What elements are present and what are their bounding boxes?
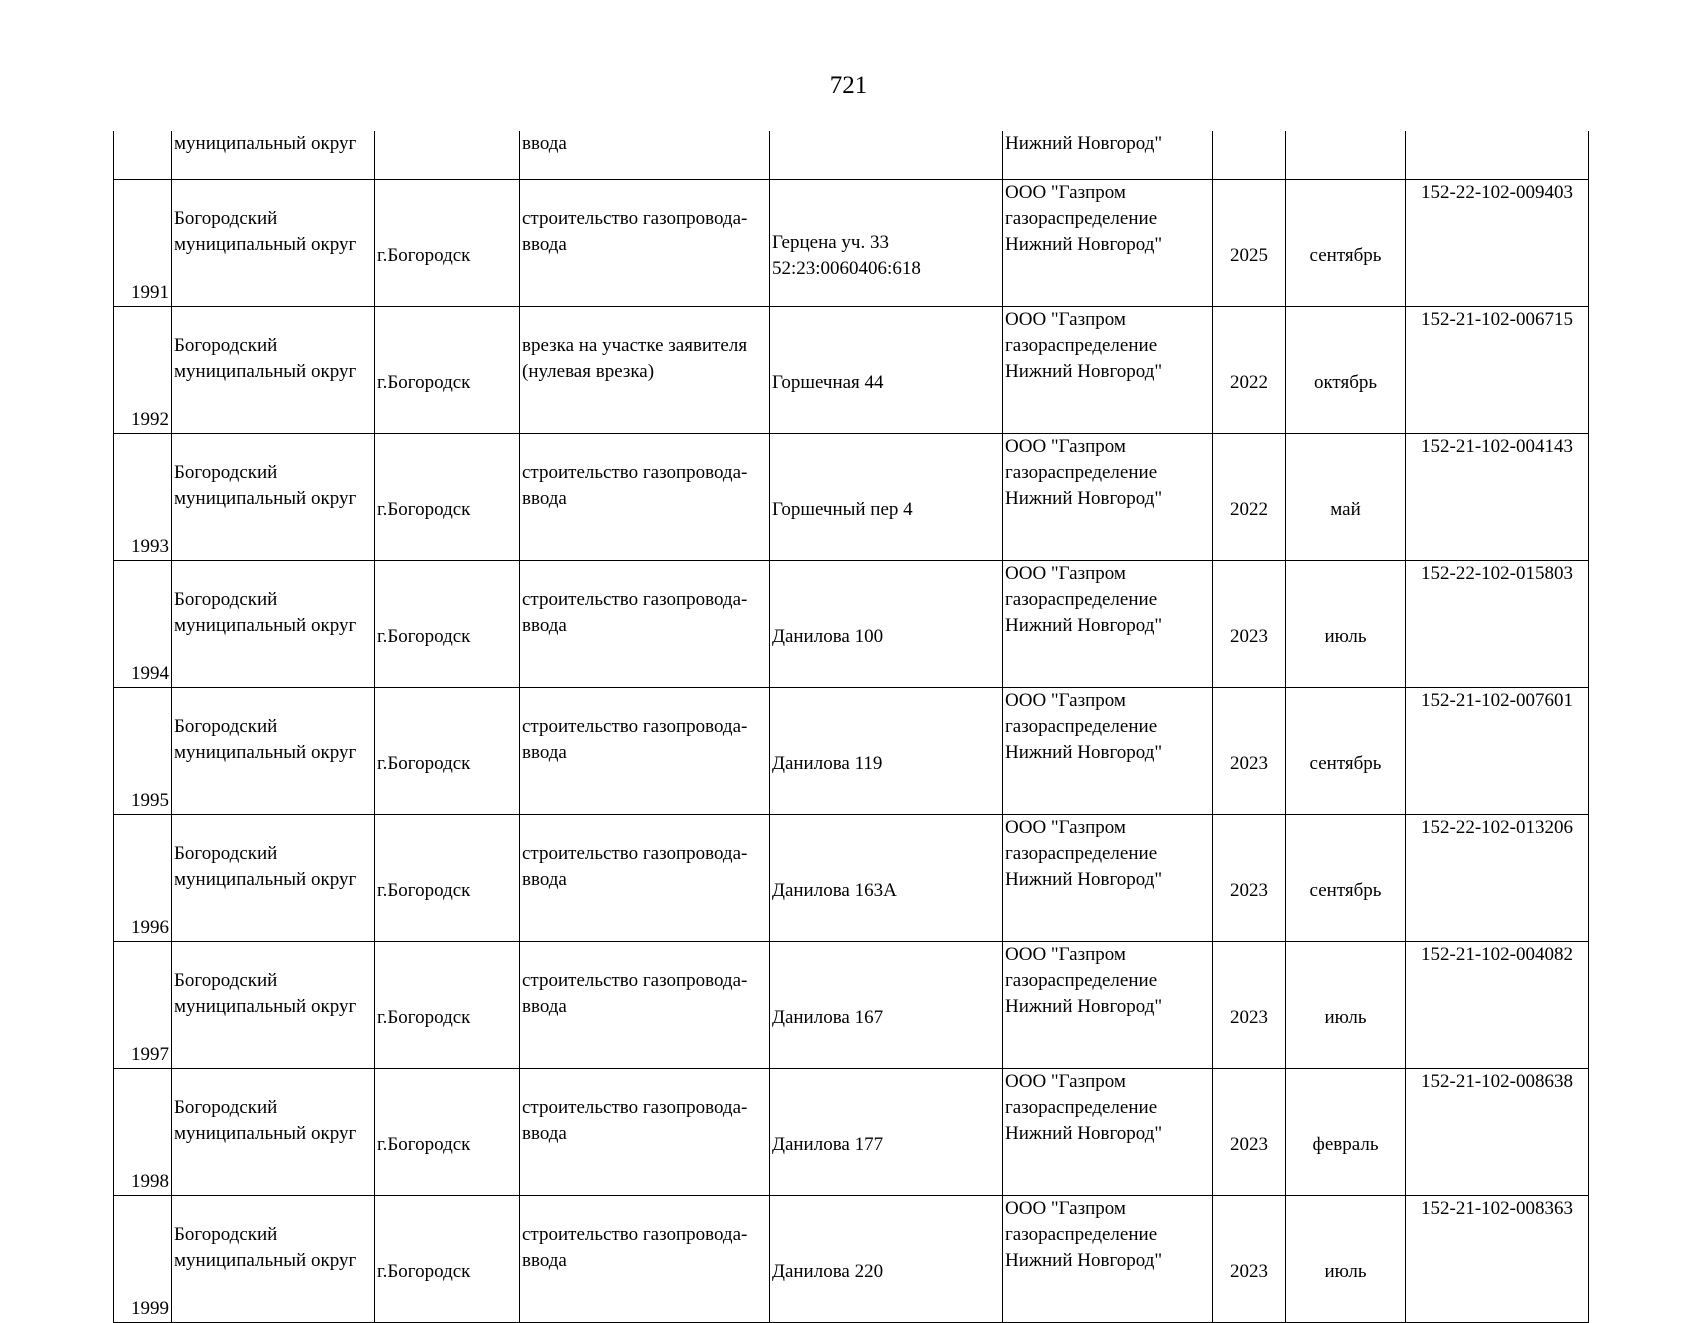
cell-work: строительство газопровода-ввода (520, 561, 770, 688)
cell-district: Богородский муниципальный округ (172, 561, 375, 688)
cell-address: Данилова 119 (770, 688, 1003, 815)
cell-org: ООО "Газпром газораспределение Нижний Новгород" (1003, 942, 1213, 1069)
cell-month: июль (1286, 561, 1406, 688)
cell-address: Данилова 100 (770, 561, 1003, 688)
cell-city: г.Богородск (375, 1196, 520, 1323)
cell-city: г.Богородск (375, 561, 520, 688)
cell-code: 152-21-102-008363 (1406, 1196, 1589, 1323)
cell-num: 1998 (114, 1069, 172, 1196)
cell-month: июль (1286, 1196, 1406, 1323)
cell-work: ввода (520, 131, 770, 180)
cell-address: Горшечная 44 (770, 307, 1003, 434)
cell-work: врезка на участке заявителя (нулевая врезка) (520, 307, 770, 434)
cell-district: Богородский муниципальный округ (172, 1196, 375, 1323)
cell-month (1286, 131, 1406, 180)
cell-code (1406, 131, 1589, 180)
continuation-row (114, 131, 1589, 180)
cell-num: 1994 (114, 561, 172, 688)
cell-year: 2023 (1213, 1069, 1286, 1196)
cell-work: строительство газопровода-ввода (520, 180, 770, 307)
cell-num: 1995 (114, 688, 172, 815)
table-row (114, 180, 1589, 307)
cell-code: 152-21-102-006715 (1406, 307, 1589, 434)
cell-num: 1992 (114, 307, 172, 434)
cell-address: Данилова 167 (770, 942, 1003, 1069)
cell-num: 1996 (114, 815, 172, 942)
cell-district: муниципальный округ (172, 131, 375, 180)
cell-district: Богородский муниципальный округ (172, 307, 375, 434)
cell-district: Богородский муниципальный округ (172, 180, 375, 307)
cell-num: 1997 (114, 942, 172, 1069)
cell-month: февраль (1286, 1069, 1406, 1196)
table-row (114, 1196, 1589, 1323)
cell-org: ООО "Газпром газораспределение Нижний Новгород" (1003, 1069, 1213, 1196)
cell-month: октябрь (1286, 307, 1406, 434)
cell-month: сентябрь (1286, 815, 1406, 942)
cell-district: Богородский муниципальный округ (172, 942, 375, 1069)
cell-city (375, 131, 520, 180)
cell-code: 152-22-102-013206 (1406, 815, 1589, 942)
cell-city: г.Богородск (375, 434, 520, 561)
cell-num: 1991 (114, 180, 172, 307)
cell-month: июль (1286, 942, 1406, 1069)
cell-code: 152-21-102-004082 (1406, 942, 1589, 1069)
cell-month: сентябрь (1286, 180, 1406, 307)
cell-district: Богородский муниципальный округ (172, 688, 375, 815)
table-row (114, 815, 1589, 942)
cell-year: 2023 (1213, 942, 1286, 1069)
cell-code: 152-21-102-004143 (1406, 434, 1589, 561)
cell-year: 2025 (1213, 180, 1286, 307)
cell-org: Нижний Новгород" (1003, 131, 1213, 180)
cell-district: Богородский муниципальный округ (172, 1069, 375, 1196)
cell-address: Герцена уч. 33 52:23:0060406:618 (770, 180, 1003, 307)
cell-org: ООО "Газпром газораспределение Нижний Новгород" (1003, 561, 1213, 688)
cell-city: г.Богородск (375, 688, 520, 815)
cell-org: ООО "Газпром газораспределение Нижний Новгород" (1003, 307, 1213, 434)
cell-work: строительство газопровода-ввода (520, 815, 770, 942)
cell-code: 152-22-102-015803 (1406, 561, 1589, 688)
cell-work: строительство газопровода-ввода (520, 1069, 770, 1196)
registry-table (113, 131, 1589, 1323)
cell-city: г.Богородск (375, 942, 520, 1069)
table-row (114, 307, 1589, 434)
table-row (114, 561, 1589, 688)
table-row (114, 434, 1589, 561)
cell-city: г.Богородск (375, 1069, 520, 1196)
cell-num: 1999 (114, 1196, 172, 1323)
cell-work: строительство газопровода-ввода (520, 688, 770, 815)
table-row (114, 1069, 1589, 1196)
cell-year: 2022 (1213, 307, 1286, 434)
cell-district: Богородский муниципальный округ (172, 815, 375, 942)
table-body (114, 131, 1589, 1323)
cell-month: май (1286, 434, 1406, 561)
cell-address (770, 131, 1003, 180)
cell-org: ООО "Газпром газораспределение Нижний Новгород" (1003, 815, 1213, 942)
cell-address: Данилова 220 (770, 1196, 1003, 1323)
cell-org: ООО "Газпром газораспределение Нижний Новгород" (1003, 434, 1213, 561)
cell-city: г.Богородск (375, 180, 520, 307)
cell-year (1213, 131, 1286, 180)
cell-num: 1993 (114, 434, 172, 561)
cell-code: 152-22-102-009403 (1406, 180, 1589, 307)
cell-address: Данилова 177 (770, 1069, 1003, 1196)
cell-year: 2023 (1213, 815, 1286, 942)
cell-code: 152-21-102-008638 (1406, 1069, 1589, 1196)
cell-work: строительство газопровода-ввода (520, 1196, 770, 1323)
cell-org: ООО "Газпром газораспределение Нижний Новгород" (1003, 688, 1213, 815)
cell-work: строительство газопровода-ввода (520, 434, 770, 561)
cell-num (114, 131, 172, 180)
cell-code: 152-21-102-007601 (1406, 688, 1589, 815)
cell-year: 2023 (1213, 688, 1286, 815)
cell-year: 2023 (1213, 1196, 1286, 1323)
table-row (114, 942, 1589, 1069)
cell-year: 2023 (1213, 561, 1286, 688)
cell-address: Горшечный пер 4 (770, 434, 1003, 561)
cell-city: г.Богородск (375, 815, 520, 942)
table-row (114, 688, 1589, 815)
cell-address: Данилова 163А (770, 815, 1003, 942)
page-number: 721 (829, 72, 868, 99)
cell-month: сентябрь (1286, 688, 1406, 815)
cell-work: строительство газопровода-ввода (520, 942, 770, 1069)
cell-year: 2022 (1213, 434, 1286, 561)
cell-district: Богородский муниципальный округ (172, 434, 375, 561)
cell-org: ООО "Газпром газораспределение Нижний Новгород" (1003, 180, 1213, 307)
cell-city: г.Богородск (375, 307, 520, 434)
cell-org: ООО "Газпром газораспределение Нижний Новгород" (1003, 1196, 1213, 1323)
